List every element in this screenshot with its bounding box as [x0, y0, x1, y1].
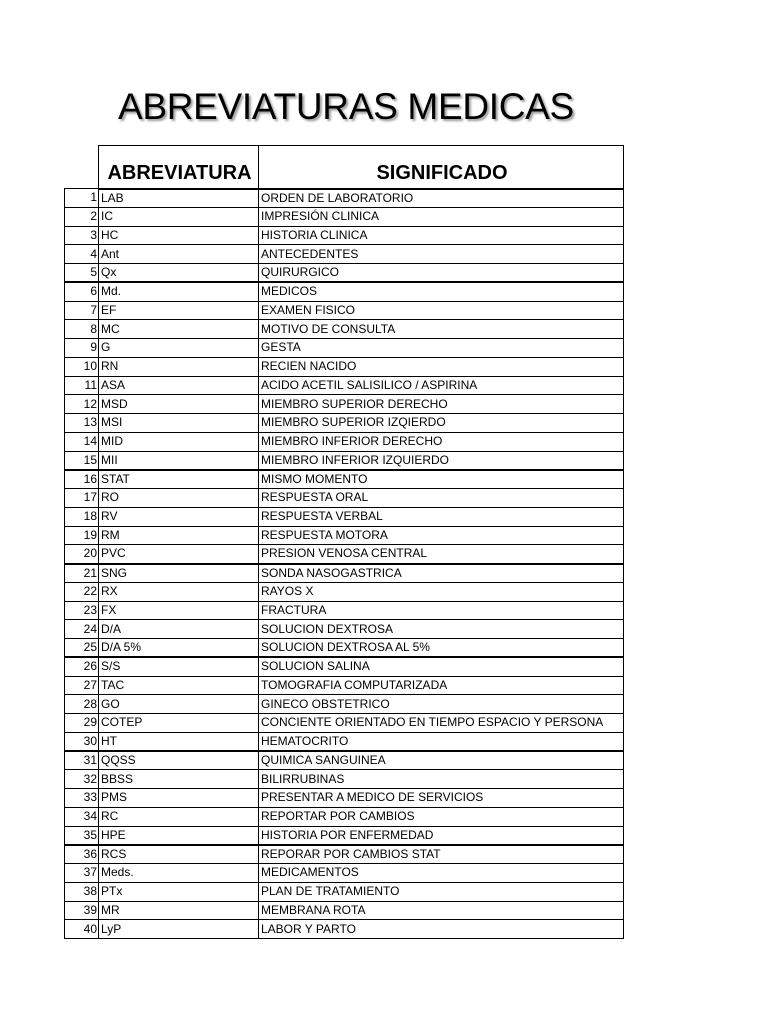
table-row	[65, 676, 624, 695]
row-number-cell: 34	[65, 807, 99, 826]
table-row	[65, 732, 624, 751]
table-row	[65, 582, 624, 601]
abbreviation-cell: D/A 5%	[99, 639, 259, 658]
row-number-cell: 5	[65, 264, 99, 283]
table-row	[65, 320, 624, 339]
abbreviation-cell: HPE	[99, 826, 259, 845]
row-number-cell: 33	[65, 789, 99, 808]
abbreviation-cell: STAT	[99, 470, 259, 489]
table-row	[65, 714, 624, 733]
row-number-cell: 17	[65, 489, 99, 508]
meaning-cell: PLAN DE TRATAMIENTO	[259, 882, 624, 901]
meaning-cell: HEMATOCRITO	[259, 732, 624, 751]
abbreviation-cell: Md.	[99, 282, 259, 301]
table-row	[65, 807, 624, 826]
meaning-cell: GINECO OBSTETRICO	[259, 695, 624, 714]
row-number-cell: 18	[65, 507, 99, 526]
meaning-cell: QUIRURGICO	[259, 264, 624, 283]
row-number-cell: 14	[65, 432, 99, 451]
meaning-cell: CONCIENTE ORIENTADO EN TIEMPO ESPACIO Y PERSONA	[259, 714, 624, 733]
abbreviation-column-header: ABREVIATURA	[99, 146, 259, 189]
table-row	[65, 282, 624, 301]
table-row	[65, 489, 624, 508]
meaning-cell: RESPUESTA VERBAL	[259, 507, 624, 526]
meaning-cell: MISMO MOMENTO	[259, 470, 624, 489]
row-number-cell: 21	[65, 564, 99, 583]
row-number-cell: 35	[65, 826, 99, 845]
table-body	[65, 189, 624, 939]
row-number-cell: 12	[65, 395, 99, 414]
abbreviation-cell: ASA	[99, 376, 259, 395]
meaning-cell: RESPUESTA MOTORA	[259, 526, 624, 545]
table-row	[65, 695, 624, 714]
meaning-cell: REPORAR POR CAMBIOS STAT	[259, 845, 624, 864]
abbreviation-cell: MII	[99, 451, 259, 470]
row-number-cell: 24	[65, 620, 99, 639]
abbreviation-cell: PTx	[99, 882, 259, 901]
table-row	[65, 901, 624, 920]
table-row	[65, 357, 624, 376]
meaning-cell: MEMBRANA ROTA	[259, 901, 624, 920]
table-row	[65, 526, 624, 545]
abbreviation-cell: GO	[99, 695, 259, 714]
meaning-cell: MEDICAMENTOS	[259, 864, 624, 883]
meaning-cell: MIEMBRO INFERIOR DERECHO	[259, 432, 624, 451]
abbreviation-cell: HC	[99, 226, 259, 245]
meaning-cell: MOTIVO DE CONSULTA	[259, 320, 624, 339]
abbreviation-cell: Ant	[99, 245, 259, 264]
abbreviation-cell: Qx	[99, 264, 259, 283]
table-row	[65, 507, 624, 526]
row-number-cell: 1	[65, 189, 99, 208]
meaning-cell: TOMOGRAFIA COMPUTARIZADA	[259, 676, 624, 695]
table-row	[65, 601, 624, 620]
abbreviation-cell: LyP	[99, 920, 259, 939]
row-number-header	[65, 146, 99, 189]
table-row	[65, 882, 624, 901]
meaning-cell: EXAMEN FISICO	[259, 301, 624, 320]
row-number-cell: 23	[65, 601, 99, 620]
abbreviation-cell: RN	[99, 357, 259, 376]
abbreviation-cell: MSD	[99, 395, 259, 414]
meaning-cell: QUIMICA SANGUINEA	[259, 751, 624, 770]
row-number-cell: 29	[65, 714, 99, 733]
meaning-cell: ORDEN DE LABORATORIO	[259, 189, 624, 208]
row-number-cell: 2	[65, 207, 99, 226]
meaning-cell: MIEMBRO SUPERIOR IZQIERDO	[259, 414, 624, 433]
meaning-cell: RAYOS X	[259, 582, 624, 601]
row-number-cell: 20	[65, 545, 99, 564]
meaning-cell: GESTA	[259, 339, 624, 358]
abbreviation-cell: PVC	[99, 545, 259, 564]
table-row	[65, 339, 624, 358]
table-row	[65, 545, 624, 564]
meaning-cell: MIEMBRO INFERIOR IZQUIERDO	[259, 451, 624, 470]
table-row	[65, 864, 624, 883]
table-row	[65, 376, 624, 395]
table-row	[65, 432, 624, 451]
table-row	[65, 470, 624, 489]
table-row	[65, 264, 624, 283]
row-number-cell: 6	[65, 282, 99, 301]
abbreviations-table	[64, 145, 624, 939]
row-number-cell: 8	[65, 320, 99, 339]
row-number-cell: 15	[65, 451, 99, 470]
row-number-cell: 36	[65, 845, 99, 864]
meaning-cell: RECIEN NACIDO	[259, 357, 624, 376]
row-number-cell: 37	[65, 864, 99, 883]
abbreviation-cell: RM	[99, 526, 259, 545]
row-number-cell: 26	[65, 657, 99, 676]
table-row	[65, 657, 624, 676]
abbreviation-cell: RCS	[99, 845, 259, 864]
row-number-cell: 19	[65, 526, 99, 545]
row-number-cell: 7	[65, 301, 99, 320]
table-row	[65, 414, 624, 433]
page-title: ABREVIATURAS MEDICAS	[118, 86, 574, 127]
row-number-cell: 11	[65, 376, 99, 395]
table-row	[65, 845, 624, 864]
meaning-cell: FRACTURA	[259, 601, 624, 620]
meaning-cell: HISTORIA POR ENFERMEDAD	[259, 826, 624, 845]
table-row	[65, 207, 624, 226]
row-number-cell: 27	[65, 676, 99, 695]
abbreviation-cell: RO	[99, 489, 259, 508]
table-row	[65, 301, 624, 320]
abbreviation-cell: MR	[99, 901, 259, 920]
row-number-cell: 16	[65, 470, 99, 489]
table-row	[65, 751, 624, 770]
abbreviation-cell: MID	[99, 432, 259, 451]
abbreviation-cell: SNG	[99, 564, 259, 583]
abbreviation-cell: RX	[99, 582, 259, 601]
table-row	[65, 189, 624, 208]
meaning-cell: HISTORIA CLINICA	[259, 226, 624, 245]
row-number-cell: 10	[65, 357, 99, 376]
row-number-cell: 32	[65, 770, 99, 789]
meaning-cell: PRESION VENOSA CENTRAL	[259, 545, 624, 564]
abbreviation-cell: D/A	[99, 620, 259, 639]
meaning-cell: SOLUCION SALINA	[259, 657, 624, 676]
table-row	[65, 564, 624, 583]
meaning-cell: BILIRRUBINAS	[259, 770, 624, 789]
abbreviation-cell: EF	[99, 301, 259, 320]
abbreviation-cell: LAB	[99, 189, 259, 208]
meaning-cell: LABOR Y PARTO	[259, 920, 624, 939]
abbreviation-cell: MC	[99, 320, 259, 339]
abbreviation-cell: MSI	[99, 414, 259, 433]
meaning-cell: RESPUESTA ORAL	[259, 489, 624, 508]
meaning-cell: SOLUCION DEXTROSA	[259, 620, 624, 639]
meaning-cell: SONDA NASOGASTRICA	[259, 564, 624, 583]
row-number-cell: 13	[65, 414, 99, 433]
abbreviation-cell: RC	[99, 807, 259, 826]
abbreviation-cell: QQSS	[99, 751, 259, 770]
row-number-cell: 9	[65, 339, 99, 358]
table-header-row	[65, 146, 624, 189]
abbreviation-cell: PMS	[99, 789, 259, 808]
row-number-cell: 28	[65, 695, 99, 714]
abbreviation-cell: IC	[99, 207, 259, 226]
row-number-cell: 39	[65, 901, 99, 920]
meaning-cell: MIEMBRO SUPERIOR DERECHO	[259, 395, 624, 414]
table-row	[65, 920, 624, 939]
table-row	[65, 395, 624, 414]
table-row	[65, 826, 624, 845]
abbreviation-cell: TAC	[99, 676, 259, 695]
table-row	[65, 620, 624, 639]
abbreviation-cell: HT	[99, 732, 259, 751]
row-number-cell: 22	[65, 582, 99, 601]
meaning-cell: REPORTAR POR CAMBIOS	[259, 807, 624, 826]
table-row	[65, 451, 624, 470]
meaning-cell: PRESENTAR A MEDICO DE SERVICIOS	[259, 789, 624, 808]
row-number-cell: 3	[65, 226, 99, 245]
meaning-cell: ACIDO ACETIL SALISILICO / ASPIRINA	[259, 376, 624, 395]
meaning-cell: IMPRESIÓN CLINICA	[259, 207, 624, 226]
abbreviation-cell: FX	[99, 601, 259, 620]
abbreviation-cell: G	[99, 339, 259, 358]
table-row	[65, 770, 624, 789]
meaning-cell: SOLUCION DEXTROSA AL 5%	[259, 639, 624, 658]
row-number-cell: 30	[65, 732, 99, 751]
table-row	[65, 639, 624, 658]
row-number-cell: 25	[65, 639, 99, 658]
abbreviation-cell: Meds.	[99, 864, 259, 883]
abbreviation-cell: BBSS	[99, 770, 259, 789]
abbreviation-cell: COTEP	[99, 714, 259, 733]
table-row	[65, 226, 624, 245]
abbreviation-cell: RV	[99, 507, 259, 526]
meaning-column-header: SIGNIFICADO	[259, 146, 624, 189]
row-number-cell: 40	[65, 920, 99, 939]
table-row	[65, 245, 624, 264]
row-number-cell: 38	[65, 882, 99, 901]
meaning-cell: MEDICOS	[259, 282, 624, 301]
table-row	[65, 789, 624, 808]
abbreviation-cell: S/S	[99, 657, 259, 676]
meaning-cell: ANTECEDENTES	[259, 245, 624, 264]
row-number-cell: 31	[65, 751, 99, 770]
row-number-cell: 4	[65, 245, 99, 264]
